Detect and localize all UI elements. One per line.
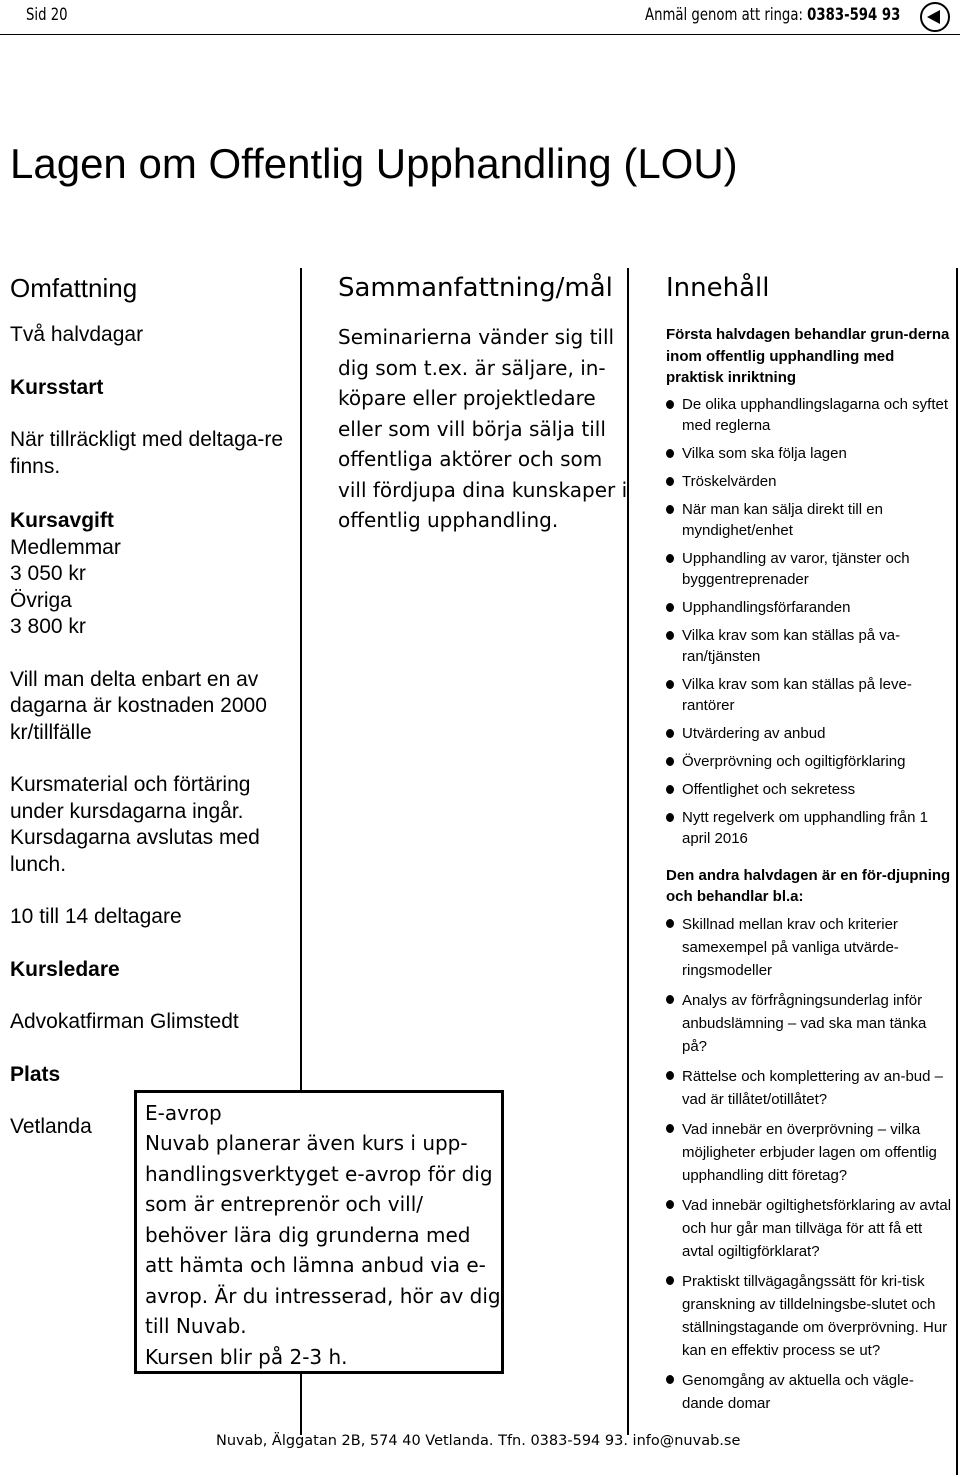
kursstart-label: Kursstart [10, 375, 104, 399]
kursledare-text: Advokatfirman Glimstedt [10, 1010, 239, 1033]
material-text: Kursmaterial och förtäring under kursdagarna ingår. Kursdagarna avslutas med lunch. [10, 773, 260, 876]
omfattning-heading: Omfattning [10, 273, 138, 303]
list-item: Tröskelvärden [666, 471, 952, 492]
single-day-text: Vill man delta enbart en av dagarna är kostnaden 2000 kr/tillfälle [10, 667, 267, 744]
second-half-list [666, 913, 952, 1415]
list-item: Upphandlingsförfaranden [666, 597, 952, 618]
contact-label: Anmäl genom att ringa: [644, 5, 807, 25]
kursstart-text: När tillräckligt med deltaga-re finns. [10, 428, 284, 478]
kursledare-label: Kursledare [10, 957, 120, 981]
omfattning-column [10, 272, 300, 1141]
list-item: Överprövning och ogiltigförklaring [666, 751, 952, 772]
innehall-column [666, 272, 952, 1422]
e-avrop-text: Nuvab planerar även kurs i upp-handlingsverktyget e-avrop för dig som är entreprenör och vill/ behöver lära dig grunderna med att hämta och lämna anbud via e-avrop. Är du intresserad, hör av dig till Nuvab. [145, 1131, 501, 1338]
header-divider [0, 34, 960, 35]
list-item: Vilka som ska följa lagen [666, 443, 952, 464]
list-item: Vad innebär en överprövning – vilka möjligheter erbjuder lagen om offentlig upphandling ditt företag? [666, 1118, 952, 1187]
plats-label: Plats [10, 1062, 61, 1086]
list-item: Genomgång av aktuella och vägle-dande domar [666, 1369, 952, 1415]
list-item: Vilka krav som kan ställas på va-ran/tjänsten [666, 625, 952, 667]
list-item: När man kan sälja direkt till en myndighet/enhet [666, 499, 952, 541]
column-divider-3 [956, 268, 958, 1475]
list-item: Vilka krav som kan ställas på leve-rantörer [666, 674, 952, 716]
first-half-list [666, 394, 952, 849]
fee-line: 3 800 kr [10, 615, 86, 638]
e-avrop-box [134, 1090, 504, 1374]
back-arrow-icon[interactable] [920, 2, 950, 32]
participants-text: 10 till 14 deltagare [10, 905, 182, 928]
list-item: Analys av förfrågningsunderlag inför anbudslämning – vad ska man tänka på? [666, 989, 952, 1058]
first-half-intro: Första halvdagen behandlar grun-derna inom offentlig upphandling med praktisk inriktning [666, 326, 950, 386]
plats-text: Vetlanda [10, 1115, 92, 1138]
list-item: Offentlighet och sekretess [666, 779, 952, 800]
fee-line: 3 050 kr [10, 562, 86, 585]
innehall-heading: Innehåll [666, 273, 770, 303]
fee-line: Medlemmar [10, 535, 121, 559]
contact-phone[interactable]: 0383-594 93 [806, 5, 900, 25]
duration-text: Två halvdagar [10, 323, 144, 346]
page-number: Sid 20 [26, 5, 68, 25]
list-item: Nytt regelverk om upphandling från 1 april 2016 [666, 807, 952, 849]
sammanfattning-column [338, 272, 628, 536]
sammanfattning-text: Seminarierna vänder sig till dig som t.ex. är säljare, in-köpare eller projektledare eller som vill börja sälja till offentliga aktörer och som vill fördjupa dina kunskaper i offentlig upphandling. [338, 325, 628, 532]
second-half-intro: Den andra halvdagen är en för-djupning och behandlar bl.a: [666, 866, 951, 905]
list-item: Skillnad mellan krav och kriterier samexempel på vanliga utvärde-ringsmodeller [666, 913, 952, 982]
page-title: Lagen om Offentlig Upphandling (LOU) [10, 140, 738, 187]
list-item: Praktiskt tillvägagångssätt för kri-tisk granskning av tilldelningsbe-slutet och ställningstagande om överprövning. Hur kan en effektiv process se ut? [666, 1270, 952, 1362]
e-avrop-duration: Kursen blir på 2-3 h. [145, 1344, 348, 1369]
sammanfattning-heading: Sammanfattning/mål [338, 273, 613, 303]
footer-contact: Nuvab, Älggatan 2B, 574 40 Vetlanda. Tfn. 0383-594 93. info@nuvab.se [216, 1433, 741, 1449]
fee-line: Övriga [10, 588, 72, 612]
e-avrop-heading: E-avrop [145, 1101, 222, 1125]
kursavgift-label: Kursavgift [10, 509, 114, 532]
list-item: Upphandling av varor, tjänster och byggentreprenader [666, 548, 952, 590]
list-item: Rättelse och komplettering av an-bud – vad är tillåtet/otillåtet? [666, 1065, 952, 1111]
top-bar [0, 0, 960, 35]
list-item: Utvärdering av anbud [666, 723, 952, 744]
contact-line [645, 5, 900, 25]
list-item: De olika upphandlingslagarna och syftet med reglerna [666, 394, 952, 436]
list-item: Vad innebär ogiltighetsförklaring av avtal och hur går man tillväga för att få ett avtal ogiltigförklarat? [666, 1194, 952, 1263]
